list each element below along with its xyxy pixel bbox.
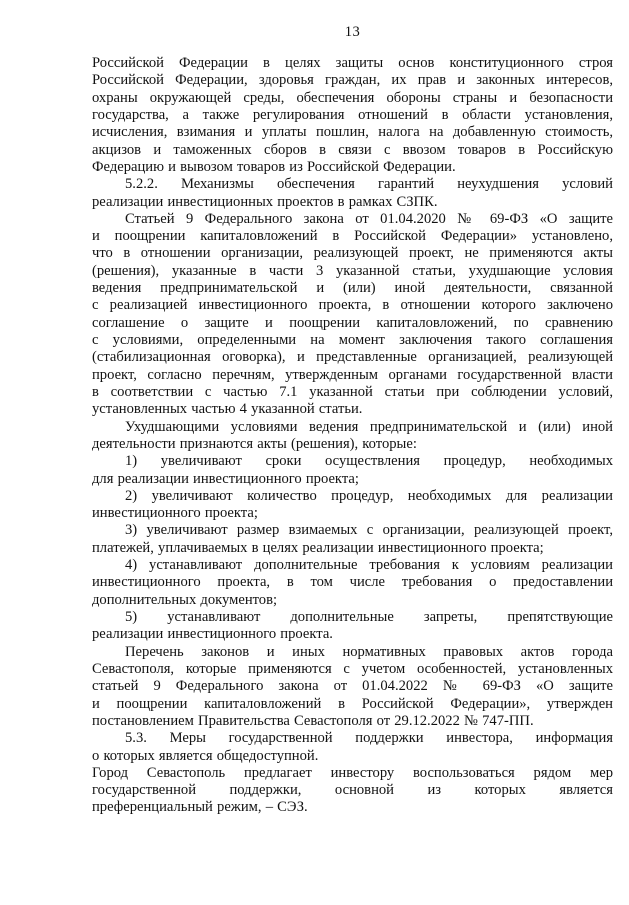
paragraph [92, 557, 613, 609]
text-line: инвестиционного проекта, в том числе требования о предоставлении [92, 574, 613, 591]
text-line: (решения), указанные в части 3 указанной статьи, ухудшающие условия [92, 262, 613, 279]
text-line: инвестиционного проекта; [92, 505, 258, 522]
document-body [92, 55, 613, 817]
paragraph [92, 730, 613, 782]
text-line: Федерацию и вывозом товаров из Российской Федерации. [92, 158, 456, 175]
text-line: 3) увеличивают размер взимаемых с организации, реализующей проект, [125, 522, 613, 539]
text-line: платежей, уплачиваемых в целях реализации инвестиционного проекта; [92, 539, 544, 556]
text-line: установленных частью 4 указанной статьи. [92, 401, 363, 418]
text-line: реализации инвестиционного проекта. [92, 626, 333, 643]
text-line: исчисления, взимания и уплаты пошлин, налога на добавленную стоимость, [92, 124, 613, 141]
paragraph [92, 211, 613, 419]
text-line: Ухудшающими условиями ведения предпринимательской и (или) иной [125, 418, 613, 435]
text-line: деятельности признаются акты (решения), которые: [92, 435, 417, 452]
paragraph [92, 609, 613, 644]
text-line: ведения предпринимательской и (или) иной деятельности, связанной [92, 280, 613, 297]
text-line: с реализацией инвестиционного проекта, в отношении которого заключено [92, 297, 613, 314]
text-line: Российской Федерации в целях защиты основ конституционного строя [92, 55, 613, 71]
text-line: дополнительных документов; [92, 591, 278, 608]
paragraph [92, 419, 613, 454]
text-line: охраны окружающей среды, обеспечения обороны страны и безопасности [92, 89, 613, 106]
text-line: 5.3. Меры государственной поддержки инвестора, информация [125, 730, 613, 747]
paragraph [92, 176, 613, 211]
text-line: 4) устанавливают дополнительные требования к условиям реализации [125, 557, 613, 574]
text-line: в соответствии с частью 7.1 указанной статьи при соблюдении условий, [92, 383, 613, 400]
text-line: Российской Федерации, здоровья граждан, их прав и законных интересов, [92, 72, 613, 89]
text-line: реализации инвестиционных проектов в рамках СЗПК. [92, 193, 438, 210]
paragraph [92, 782, 613, 817]
text-line: статьей 9 Федерального закона от 01.04.2022 № 69-ФЗ «О защите [92, 678, 613, 695]
text-line: и поощрении капиталовложений в Российской Федерации», утвержден [92, 695, 613, 712]
text-line: и поощрении капиталовложений в Российской Федерации» установлено, [92, 228, 613, 245]
text-line: Город Севастополь предлагает инвестору воспользоваться рядом мер [92, 764, 613, 781]
text-line: для реализации инвестиционного проекта; [92, 470, 359, 487]
paragraph [92, 488, 613, 523]
text-line: 1) увеличивают сроки осуществления процедур, необходимых [125, 453, 613, 470]
text-line: с условиями, определенными на момент заключения такого соглашения [92, 332, 613, 348]
text-line: 2) увеличивают количество процедур, необходимых для реализации [125, 487, 613, 504]
paragraph [92, 522, 613, 557]
paragraph [92, 644, 613, 731]
text-line: что в отношении организации, реализующей проект, не применяются акты [92, 245, 613, 262]
paragraph [92, 55, 613, 176]
text-line: постановлением Правительства Севастополя от 29.12.2022 № 747-ПП. [92, 712, 534, 729]
text-line: Статьей 9 Федерального закона от 01.04.2020 № 69-ФЗ «О защите [125, 210, 613, 227]
text-line: государственной поддержки, основной из которых является [92, 782, 613, 799]
text-line: соглашение о защите и поощрении капиталовложений, по сравнению [92, 314, 613, 331]
text-line: акцизов и таможенных сборов в связи с ввозом товаров в Российскую [92, 141, 613, 158]
page-number: 13 [344, 24, 361, 40]
text-line: проект, согласно перечням, утвержденным органами государственной власти [92, 366, 613, 383]
text-line: Севастополя, которые применяются с учетом особенностей, установленных [92, 660, 613, 677]
text-line: о которых является общедоступной. [92, 747, 319, 764]
text-line: 5) устанавливают дополнительные запреты, препятствующие [125, 609, 613, 625]
text-line: 5.2.2. Механизмы обеспечения гарантий неухудшения условий [125, 176, 613, 193]
text-line: преференциальный режим, – СЭЗ. [92, 799, 308, 816]
text-line: (стабилизационная оговорка), и представленные организацией, реализующей [92, 349, 613, 366]
text-line: Перечень законов и иных нормативных правовых актов города [125, 643, 613, 660]
text-line: государства, а также регулирования отношений в области установления, [92, 106, 613, 123]
paragraph [92, 453, 613, 488]
